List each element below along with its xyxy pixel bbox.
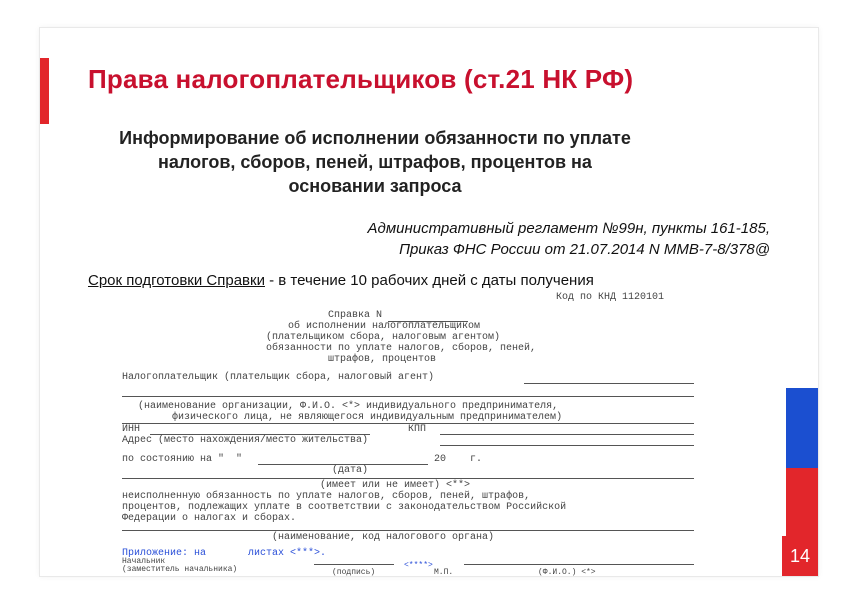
form-date: (дата) <box>332 465 369 476</box>
certificate-form-image <box>88 292 752 577</box>
form-body-2: процентов, подлежащих уплате в соответствии с законодательством Российской <box>122 502 567 513</box>
form-authority-line <box>122 530 694 531</box>
form-has-line <box>122 478 694 479</box>
form-heading-4: обязанности по уплате налогов, сборов, пеней, <box>266 343 537 354</box>
form-authority: (наименование, код налогового органа) <box>272 532 495 543</box>
form-kpp-line <box>440 434 694 435</box>
form-heading-1: Справка N <box>328 310 383 321</box>
form-heading-3: (плательщиком сбора, налоговым агентом) <box>266 332 501 343</box>
form-attachment: Приложение: на листах <***>. <box>122 548 327 559</box>
deadline-text <box>88 272 594 289</box>
form-taxpayer-line-2 <box>122 396 694 397</box>
form-sign-line <box>314 564 394 565</box>
form-name-2: физического лица, не являющегося индивидуальным предпринимателем) <box>172 412 563 423</box>
legal-reference <box>368 218 770 260</box>
form-sign: (подпись) <box>332 568 376 577</box>
form-heading-5: штрафов, процентов <box>328 354 437 365</box>
decorative-flag-strip <box>786 268 818 576</box>
form-taxpayer: Налогоплательщик (плательщик сбора, налоговый агент) <box>122 372 435 383</box>
form-fio-line <box>464 564 694 565</box>
form-code: Код по КНД 1120101 <box>556 292 665 303</box>
form-chief-2: (заместитель начальника) <box>122 565 238 574</box>
form-address-line <box>440 445 694 446</box>
form-taxpayer-line <box>524 383 694 384</box>
slide <box>40 28 818 576</box>
title-accent-bar <box>40 58 49 124</box>
slide-title: Права налогоплательщиков (ст.21 НК РФ) <box>88 64 634 94</box>
form-year: 20 г. <box>434 454 483 465</box>
form-chief-1: Начальник <box>122 557 166 566</box>
form-heading-2: об исполнении налогоплательщиком <box>288 321 481 332</box>
flag-white-band <box>786 268 818 388</box>
deadline-label: Срок подготовки Справки <box>88 272 265 289</box>
form-has: (имеет или не имеет) <**> <box>320 480 471 491</box>
form-mp: М.П. <box>434 568 454 577</box>
flag-blue-band <box>786 388 818 468</box>
form-state: по состоянию на " " <box>122 454 243 465</box>
form-inn: ИНН <box>122 424 141 435</box>
form-fio: (Ф.И.О.) <*> <box>538 568 596 577</box>
page-number: 14 <box>782 536 818 576</box>
form-kpp: КПП <box>408 424 427 435</box>
form-address: Адрес (место нахождения/место жительства) <box>122 435 369 446</box>
deadline-rest: - в течение 10 рабочих дней с даты получения <box>264 272 594 289</box>
form-sign-marker: <****> <box>404 561 433 570</box>
form-name-1: (наименование организации, Ф.И.О. <*> индивидуального предпринимателя, <box>138 401 559 412</box>
form-body-1: неисполненную обязанность по уплате налогов, сборов, пеней, штрафов, <box>122 491 531 502</box>
reference-line-1: Административный регламент №99н, пункты 161-185, <box>367 220 770 237</box>
reference-line-2: Приказ ФНС России от 21.07.2014 N ММВ-7-8/378@ <box>399 241 770 258</box>
slide-subtitle: Информирование об исполнении обязанности по уплате налогов, сборов, пеней, штрафов, процентов на основании запроса <box>119 128 631 196</box>
form-body-3: Федерации о налогах и сборах. <box>122 513 297 524</box>
